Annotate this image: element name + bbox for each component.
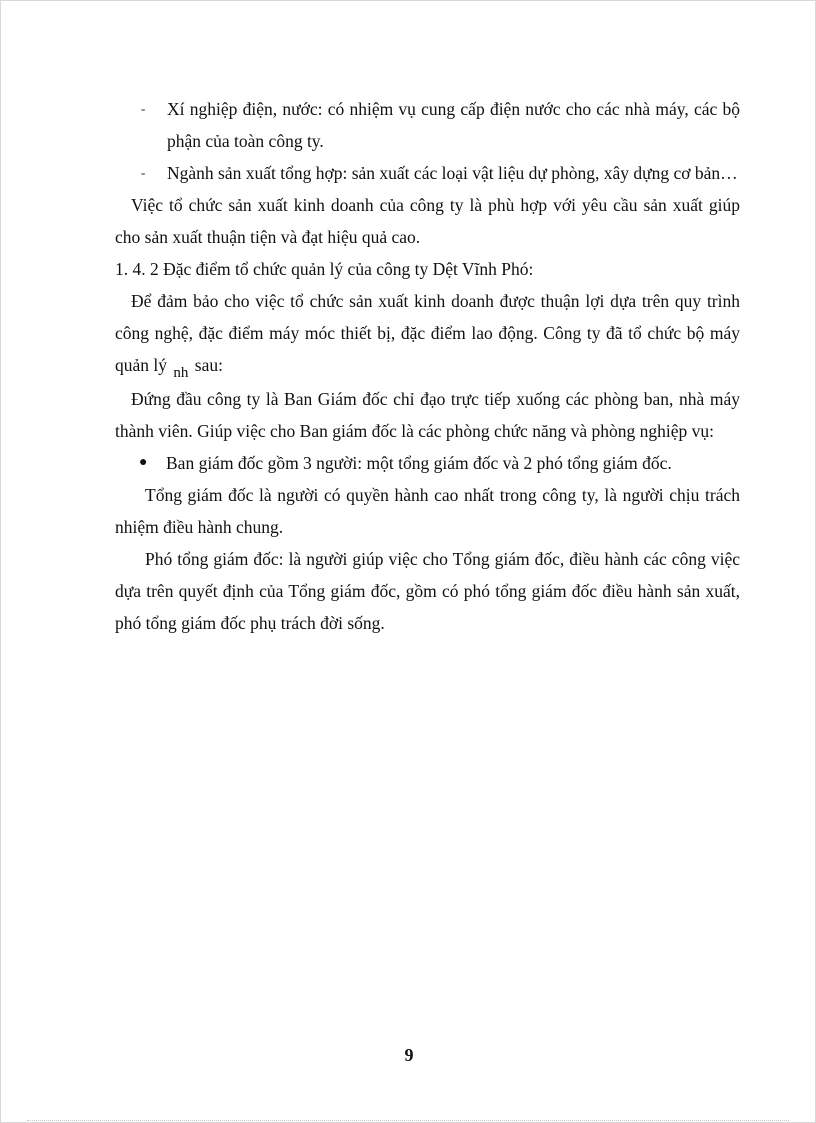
dash-item-text: Xí nghiệp điện, nước: có nhiệm vụ cung cấp điện nước cho các nhà máy, các bộ phận của toàn công ty. bbox=[167, 99, 740, 151]
paragraph-organization: Việc tổ chức sản xuất kinh doanh của công ty là phù hợp với yêu cầu sản xuất giúp cho sản xuất thuận tiện và đạt hiệu quả cao. bbox=[115, 195, 740, 247]
dash-list-item bbox=[115, 157, 740, 189]
paragraph-management-main: Để đảm bảo cho việc tổ chức sản xuất kinh doanh được thuận lợi dựa trên quy trình công nghệ, đặc điểm máy móc thiết bị, đặc điểm lao động. Công ty đã tổ chức bộ máy quản lý bbox=[115, 291, 740, 375]
paragraph-management bbox=[115, 285, 740, 383]
paragraph-board: Đứng đầu công ty là Ban Giám đốc chỉ đạo trực tiếp xuống các phòng ban, nhà máy thành viên. Giúp việc cho Ban giám đốc là các phòng chức năng và phòng nghiệp vụ: bbox=[115, 389, 740, 441]
bottom-divider bbox=[27, 1120, 789, 1121]
section-heading: 1. 4. 2 Đặc điểm tổ chức quản lý của công ty Dệt Vĩnh Phó: bbox=[115, 259, 534, 279]
paragraph-management-tail: sau: bbox=[194, 355, 223, 375]
paragraph-deputy-director: Phó tổng giám đốc: là người giúp việc cho Tổng giám đốc, điều hành các công việc dựa trên quyết định của Tổng giám đốc, gồm có phó tổng giám đốc điều hành sản xuất, phó tổng giám đốc phụ trách đời sống. bbox=[115, 549, 740, 633]
paragraph-general-director: Tổng giám đốc là người có quyền hành cao nhất trong công ty, là người chịu trách nhiệm điều hành chung. bbox=[115, 485, 740, 537]
bullet-list-item bbox=[115, 447, 740, 479]
subscript-fragment: nh bbox=[173, 365, 189, 381]
document-body bbox=[115, 93, 740, 639]
bullet-item-text: Ban giám đốc gồm 3 người: một tổng giám đốc và 2 phó tổng giám đốc. bbox=[166, 453, 672, 473]
page-number: 9 bbox=[404, 1045, 414, 1065]
dash-marker: - bbox=[141, 165, 146, 180]
dash-marker: - bbox=[141, 101, 146, 116]
dash-list-item bbox=[115, 93, 740, 157]
dash-item-text: Ngành sản xuất tổng hợp: sản xuất các loại vật liệu dự phòng, xây dựng cơ bản… bbox=[167, 163, 738, 183]
bullet-marker: ● bbox=[139, 455, 148, 470]
